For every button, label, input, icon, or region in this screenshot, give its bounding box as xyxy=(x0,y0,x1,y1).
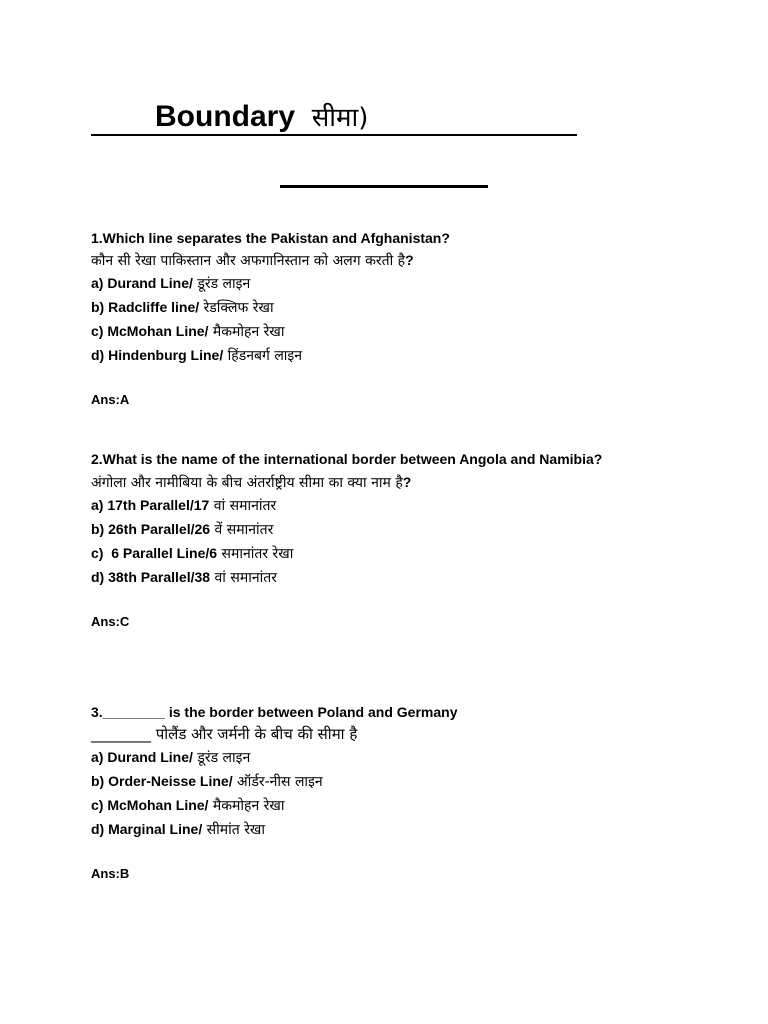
question-text-en: 1.Which line separates the Pakistan and Afghanistan? xyxy=(91,230,450,246)
option-c xyxy=(91,320,691,344)
option-hi: सीमांत रेखा xyxy=(202,822,266,838)
option-en: c) McMohan Line/ xyxy=(91,797,209,813)
option-en: a) 17th Parallel/17 xyxy=(91,497,210,513)
option-hi: डूरंड लाइन xyxy=(192,750,251,766)
question-block-3 xyxy=(91,701,691,884)
option-d xyxy=(91,818,691,842)
question-text-hi xyxy=(91,471,691,494)
option-hi: मैकमोहन रेखा xyxy=(208,324,285,340)
question-text-en: 2.What is the name of the international border between Angola and Namibia? xyxy=(91,451,603,467)
title-english: Boundary xyxy=(155,100,296,133)
option-hi: वां समानांतर xyxy=(210,570,277,586)
option-a xyxy=(91,746,691,770)
question-hi-body: ________ पोलैंड और जर्मनी के बीच की सीमा है xyxy=(91,725,358,743)
option-en: a) Durand Line/ xyxy=(91,275,193,291)
question-text-hi xyxy=(91,249,691,272)
page-title xyxy=(155,100,368,135)
answer-text: Ans:A xyxy=(91,392,130,407)
option-b xyxy=(91,296,691,320)
option-hi: रेडक्लिफ रेखा xyxy=(199,300,274,316)
option-en: c) McMohan Line/ xyxy=(91,323,209,339)
option-en: d) Hindenburg Line/ xyxy=(91,347,224,363)
option-b xyxy=(91,518,691,542)
title-underline xyxy=(91,100,577,136)
option-en: a) Durand Line/ xyxy=(91,749,193,765)
option-hi: डूरंड लाइन xyxy=(192,276,251,292)
title-divider xyxy=(280,185,488,188)
option-a xyxy=(91,494,691,518)
title-hindi: सीमा) xyxy=(311,103,369,133)
option-en: b) Radcliffe line/ xyxy=(91,299,200,315)
option-d xyxy=(91,344,691,368)
option-c xyxy=(91,794,691,818)
option-en: b) Order-Neisse Line/ xyxy=(91,773,233,789)
question-block-1 xyxy=(91,227,691,410)
answer-text: Ans:C xyxy=(91,614,130,629)
option-d xyxy=(91,566,691,590)
question-hi-mark: ? xyxy=(402,474,412,490)
option-hi: ऑर्डर-नीस लाइन xyxy=(232,774,323,790)
question-text-hi xyxy=(91,723,691,746)
question-hi-mark: ? xyxy=(405,252,414,268)
option-en: d) Marginal Line/ xyxy=(91,821,203,837)
option-hi: वां समानांतर xyxy=(209,498,277,514)
option-a xyxy=(91,272,691,296)
question-hi-body: अंगोला और नामीबिया के बीच अंतर्राष्ट्रीय सीमा का क्या नाम है xyxy=(91,475,403,491)
option-b xyxy=(91,770,691,794)
question-hi-body: कौन सी रेखा पाकिस्तान और अफगानिस्तान को अलग करती है xyxy=(91,253,406,269)
question-block-2 xyxy=(91,447,691,632)
option-c xyxy=(91,542,691,566)
option-en: d) 38th Parallel/38 xyxy=(91,569,211,585)
option-hi: मैकमोहन रेखा xyxy=(208,798,285,814)
question-text-en: 3.________ is the border between Poland and Germany xyxy=(91,704,458,720)
option-en: b) 26th Parallel/26 xyxy=(91,521,211,537)
option-hi: वें समानांतर xyxy=(210,522,274,538)
option-hi: समानांतर रेखा xyxy=(217,546,294,562)
answer-text: Ans:B xyxy=(91,866,130,881)
option-hi: हिंडनबर्ग लाइन xyxy=(223,348,303,364)
option-en: c) 6 Parallel Line/6 xyxy=(91,545,218,561)
